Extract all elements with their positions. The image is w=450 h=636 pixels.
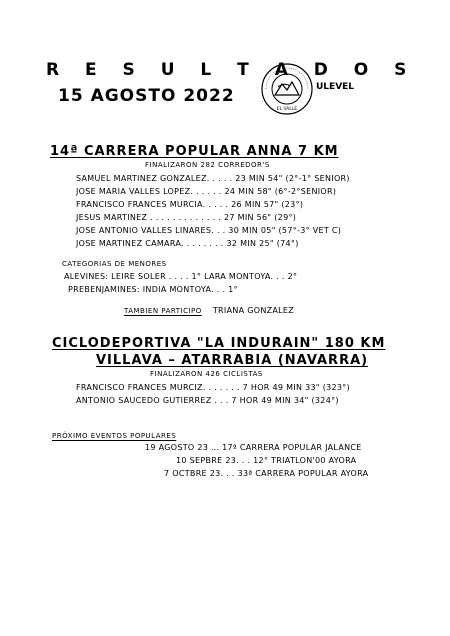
upcoming-event-1: 19 AGOSTO 23 … 17ª CARRERA POPULAR JALANCE bbox=[145, 443, 362, 452]
also-label: TAMBIEN PARTICIPO bbox=[124, 307, 202, 315]
upcoming-event-3: 7 OCTBRE 23. . . 33ª CARRERA POPULAR AYORA bbox=[164, 469, 369, 478]
upcoming-title: PRÓXIMO EVENTOS POPULARES bbox=[52, 432, 177, 440]
club-logo bbox=[260, 62, 314, 116]
kids-row-1: ALEVINES: LEIRE SOLER . . . . 1° LARA MONTOYA. . . 2° bbox=[64, 272, 298, 281]
also-participated bbox=[124, 298, 294, 317]
race2-subtitle: VILLAVA – ATARRABIA (NAVARRA) bbox=[96, 353, 369, 368]
brand-logo-text: ULEVEL bbox=[316, 82, 355, 92]
race1-result-6: JOSE MARTINEZ CAMARA. . . . . . . . 32 MIN 25" (74°) bbox=[76, 239, 299, 248]
kids-title: CATEGORIAS DE MENORES bbox=[62, 260, 167, 268]
race1-finished: FINALIZARON 282 CORREDOR'S bbox=[145, 161, 270, 169]
race1-result-5: JOSE ANTONIO VALLES LINARES. . . 30 MIN 05" (57°-3° VET C) bbox=[76, 226, 342, 235]
race1-result-1: SAMUEL MARTINEZ GONZALEZ. . . . . 23 MIN 54" (2°-1° SENIOR) bbox=[76, 174, 350, 183]
race1-result-4: JESUS MARTINEZ . . . . . . . . . . . . . 27 MIN 56" (29°) bbox=[76, 213, 297, 222]
upcoming-event-2: 10 SEPBRE 23. . . 12° TRIATLON'00 AYORA bbox=[176, 456, 357, 465]
race1-result-3: FRANCISCO FRANCES MURCIA. . . . . 26 MIN 57" (23°) bbox=[76, 200, 304, 209]
race2-finished: FINALIZARON 426 CICLISTAS bbox=[150, 370, 263, 378]
page-title: R E S U L T A D O S bbox=[46, 60, 417, 80]
race1-title: 14ª CARRERA POPULAR ANNA 7 KM bbox=[50, 144, 339, 159]
race2-title: CICLODEPORTIVA "LA INDURAIN" 180 KM bbox=[52, 336, 386, 351]
page-date: 15 AGOSTO 2022 bbox=[58, 86, 235, 106]
race1-result-2: JOSE MARIA VALLES LOPEZ. . . . . . 24 MIN 58" (6°-2°SENIOR) bbox=[76, 187, 337, 196]
kids-row-2: PREBENJAMINES: INDIA MONTOYA. . . 1° bbox=[68, 285, 238, 294]
race2-result-1: FRANCISCO FRANCES MURCIZ. . . . . . . 7 HOR 49 MIN 33" (323°) bbox=[76, 383, 351, 392]
race2-result-2: ANTONIO SAUCEDO GUTIERREZ . . . 7 HOR 49 MIN 34" (324°) bbox=[76, 396, 339, 405]
also-name: TRIANA GONZALEZ bbox=[212, 306, 295, 315]
svg-text:EL VALLE: EL VALLE bbox=[276, 107, 298, 112]
